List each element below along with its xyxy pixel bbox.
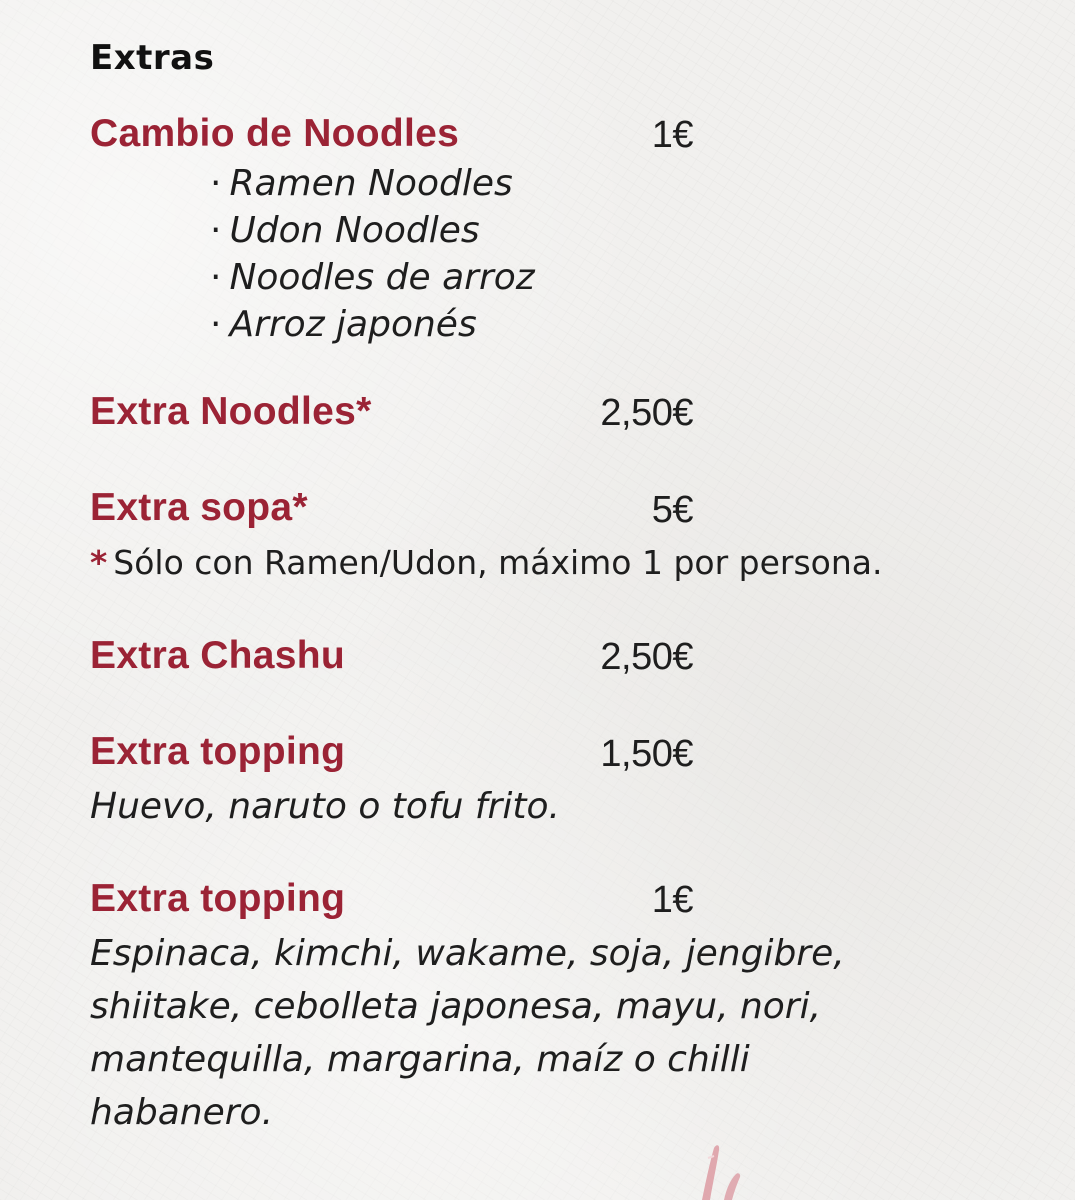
option-item — [210, 304, 477, 345]
item-price-extra-chashu: 2,50€ — [600, 636, 693, 678]
item-price-extra-topping: 1,50€ — [600, 733, 693, 775]
bullet-icon: · — [210, 257, 222, 298]
section-title: Extras — [90, 38, 215, 78]
item-name-extra-topping: Extra topping — [90, 877, 346, 920]
item-price-extra-sopa: 5€ — [651, 489, 693, 531]
footnote-marker: * — [90, 543, 108, 582]
item-name-extra-topping: Extra topping — [90, 730, 346, 773]
item-price-cambio-noodles: 1€ — [651, 114, 693, 156]
option-item — [210, 163, 513, 204]
footnote — [90, 543, 882, 582]
description-line: Espinaca, kimchi, wakame, soja, jengibre, — [90, 933, 845, 974]
item-name-extra-chashu: Extra Chashu — [90, 634, 346, 677]
brush-stroke-decoration — [680, 1140, 760, 1200]
bullet-icon: · — [210, 304, 222, 345]
description-line: habanero. — [90, 1092, 274, 1133]
description-line: shiitake, cebolleta japonesa, mayu, nori, — [90, 986, 822, 1027]
bullet-icon: · — [210, 210, 222, 251]
option-label: Arroz japonés — [229, 304, 477, 345]
bullet-icon: · — [210, 163, 222, 204]
item-name-extra-noodles: Extra Noodles* — [90, 390, 372, 433]
description-line: mantequilla, margarina, maíz o chilli — [90, 1039, 750, 1080]
option-item — [210, 257, 535, 298]
item-description: Huevo, naruto o tofu frito. — [90, 786, 560, 827]
option-label: Noodles de arroz — [229, 257, 535, 298]
item-price-extra-topping: 1€ — [651, 879, 693, 921]
item-name-cambio-noodles: Cambio de Noodles — [90, 112, 460, 155]
item-description — [90, 927, 970, 1139]
item-name-extra-sopa: Extra sopa* — [90, 486, 308, 529]
option-item — [210, 210, 480, 251]
footnote-text: Sólo con Ramen/Udon, máximo 1 por persona. — [113, 543, 883, 582]
item-price-extra-noodles: 2,50€ — [600, 392, 693, 434]
option-label: Ramen Noodles — [229, 163, 513, 204]
option-label: Udon Noodles — [229, 210, 480, 251]
